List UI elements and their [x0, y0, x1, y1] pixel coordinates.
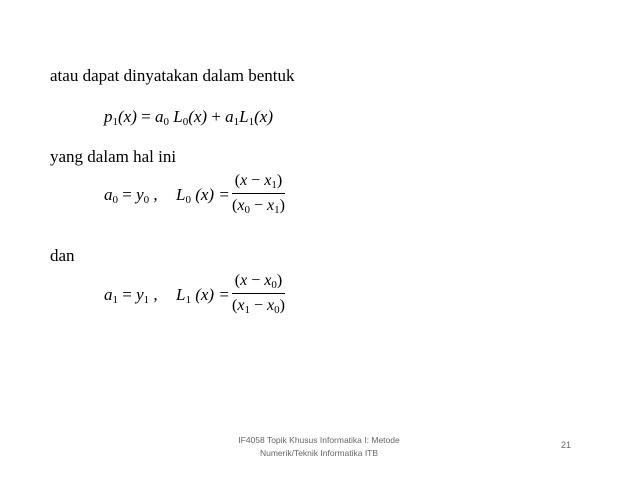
fraction-L1 — [232, 272, 285, 315]
fraction-L0-bar — [232, 193, 285, 194]
footer-line-2: Numerik/Teknik Informatika ITB — [259, 448, 379, 458]
fraction-L0-denominator: $(x_0 - x_1)$ — [232, 197, 285, 216]
equation-p1: $p_1(x) = a_0$ $L_0(x) + a_1L_1(x)$ — [104, 107, 273, 128]
fraction-L0-numerator: $(x - x_1)$ — [234, 172, 283, 191]
equation-L0-lhs: $L_0$ (x) = — [176, 185, 230, 206]
context-text: yang dalam hal ini — [50, 147, 177, 166]
fraction-L1-bar — [232, 293, 285, 294]
fraction-L1-numerator: $(x - x_0)$ — [234, 272, 283, 291]
equation-L1-lhs: $L_1$ (x) = — [176, 285, 230, 306]
conjunction-text: dan — [50, 246, 75, 265]
page-number: 21 — [561, 440, 572, 450]
equation-a0: $a_0 = y_0$ , — [104, 185, 158, 206]
equation-a1: $a_1 = y_1$ , — [104, 285, 158, 306]
footer-caption — [214, 434, 424, 460]
intro-text: atau dapat dinyatakan dalam bentuk — [50, 66, 295, 85]
fraction-L0 — [232, 172, 285, 215]
fraction-L1-denominator: $(x_1 - x_0)$ — [232, 297, 285, 316]
footer-line-1: IF4058 Topik Khusus Informatika I: Metode — [238, 435, 400, 445]
